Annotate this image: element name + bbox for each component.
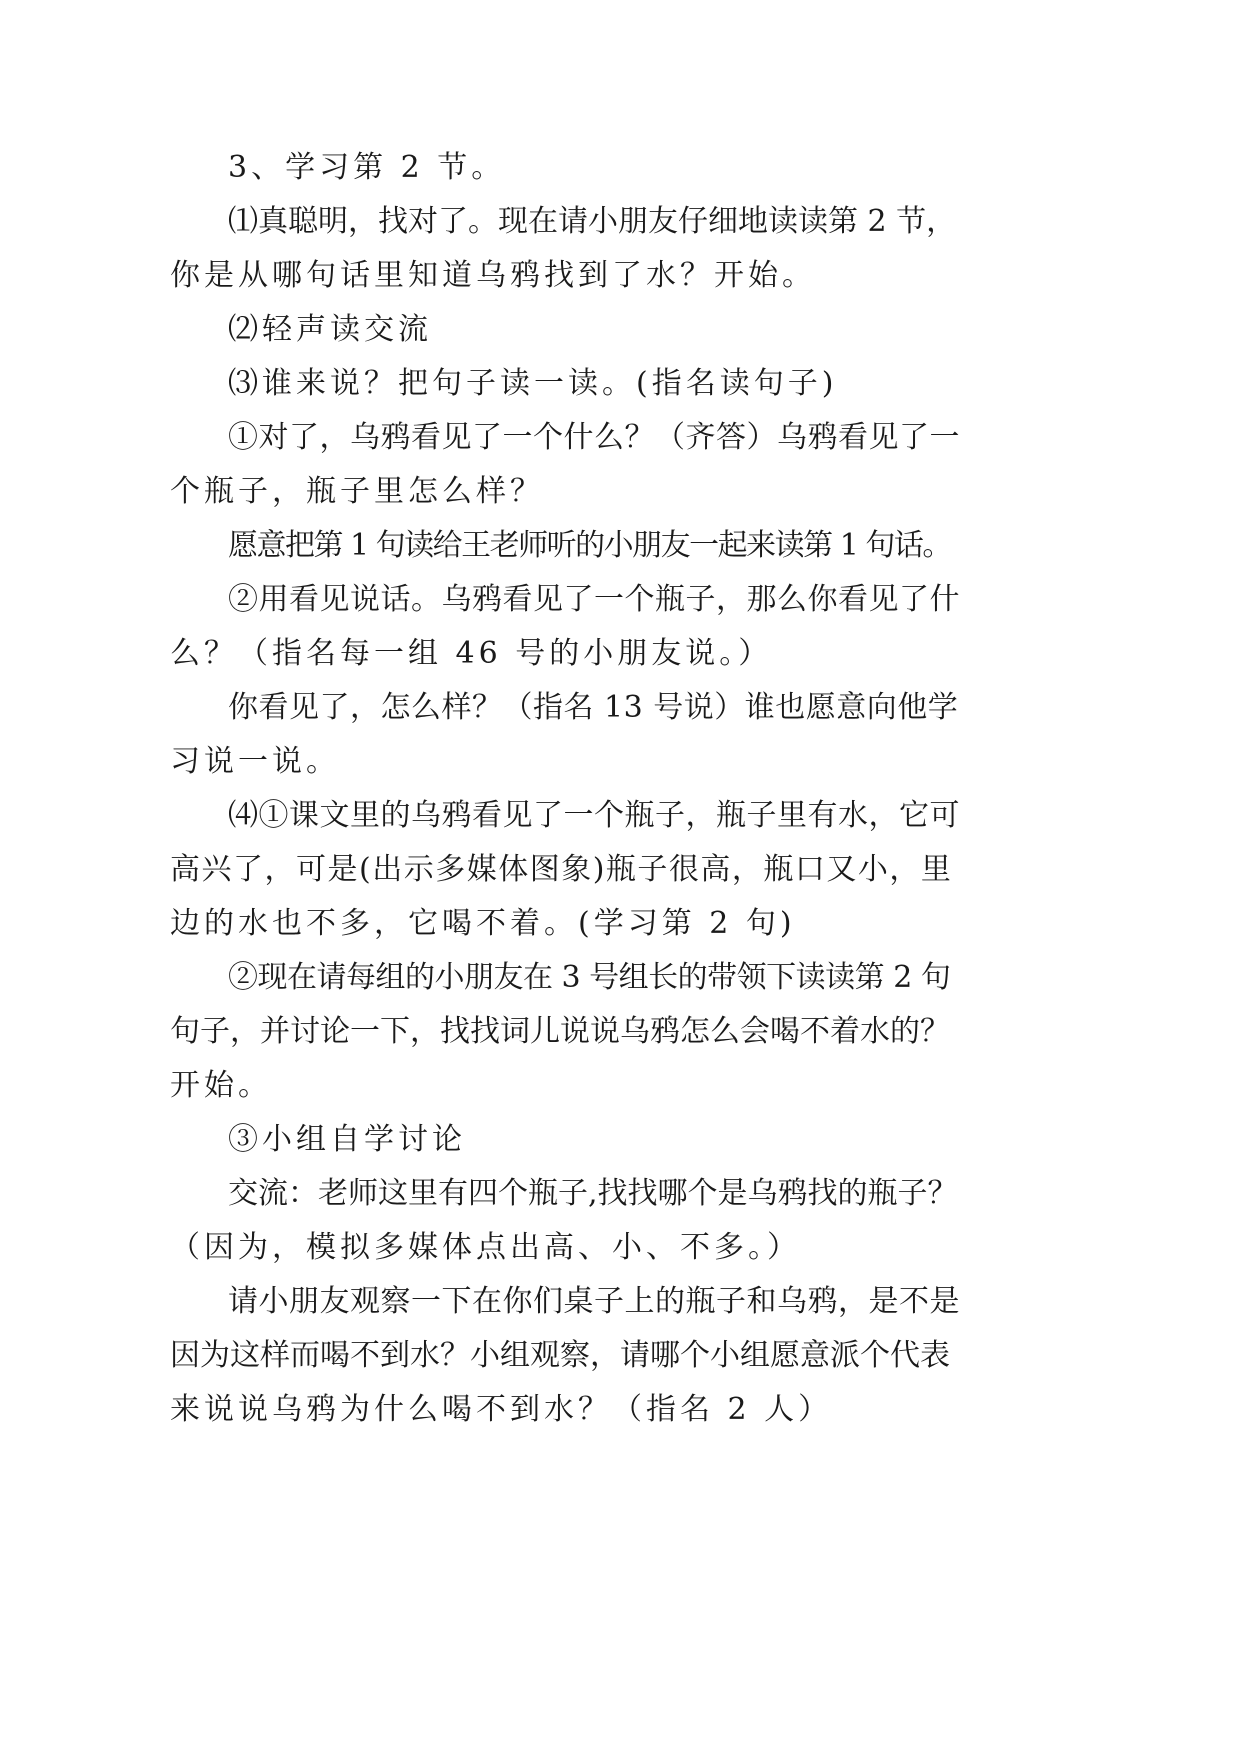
- paragraph-line: ⑴真聪明，找对了。现在请小朋友仔细地读读第 2 节，: [228, 204, 957, 239]
- paragraph-line: 么？（指名每一组 46 号的小朋友说。）: [170, 636, 773, 671]
- paragraph-line: 来说说乌鸦为什么喝不到水？（指名 2 人）: [170, 1392, 833, 1427]
- paragraph-line: ②用看见说话。乌鸦看见了一个瓶子，那么你看见了什: [228, 582, 960, 617]
- paragraph-line: ②现在请每组的小朋友在 3 号组长的带领下读读第 2 句: [228, 960, 951, 995]
- paragraph-line: 请小朋友观察一下在你们桌子上的瓶子和乌鸦，是不是: [228, 1284, 960, 1319]
- paragraph-line: 习说一说。: [170, 744, 340, 779]
- paragraph-line: （因为，模拟多媒体点出高、小、不多。）: [170, 1230, 801, 1265]
- paragraph-line: 高兴了，可是(出示多媒体图象)瓶子很高，瓶口又小，里: [170, 852, 953, 887]
- paragraph-line: 个瓶子，瓶子里怎么样？: [170, 474, 544, 509]
- paragraph-line: 交流：老师这里有四个瓶子,找找哪个是乌鸦找的瓶子？: [228, 1176, 958, 1211]
- paragraph-line: 边的水也不多，它喝不着。(学习第 2 句): [170, 906, 796, 941]
- paragraph-line: 愿意把第 1 句读给王老师听的小朋友一起来读第 1 句话。: [228, 528, 951, 563]
- paragraph-line: 句子，并讨论一下，找找词儿说说乌鸦怎么会喝不着水的？: [170, 1014, 950, 1049]
- paragraph-line: 你是从哪句话里知道乌鸦找到了水？开始。: [170, 258, 816, 293]
- paragraph-line: ⑷①课文里的乌鸦看见了一个瓶子，瓶子里有水，它可: [228, 798, 960, 833]
- paragraph-line: ③小组自学讨论: [228, 1122, 466, 1157]
- paragraph-line: 你看见了，怎么样？（指名 13 号说）谁也愿意向他学: [228, 690, 959, 725]
- paragraph-line: ⑶谁来说？把句子读一读。(指名读句子): [228, 366, 838, 401]
- paragraph-line: ①对了，乌鸦看见了一个什么？（齐答）乌鸦看见了一: [228, 420, 960, 455]
- paragraph-line: ⑵轻声读交流: [228, 312, 432, 347]
- paragraph-line: 因为这样而喝不到水？小组观察，请哪个小组愿意派个代表: [170, 1338, 950, 1373]
- section-heading: 3、学习第 2 节。: [228, 150, 506, 185]
- paragraph-line: 开始。: [170, 1068, 272, 1103]
